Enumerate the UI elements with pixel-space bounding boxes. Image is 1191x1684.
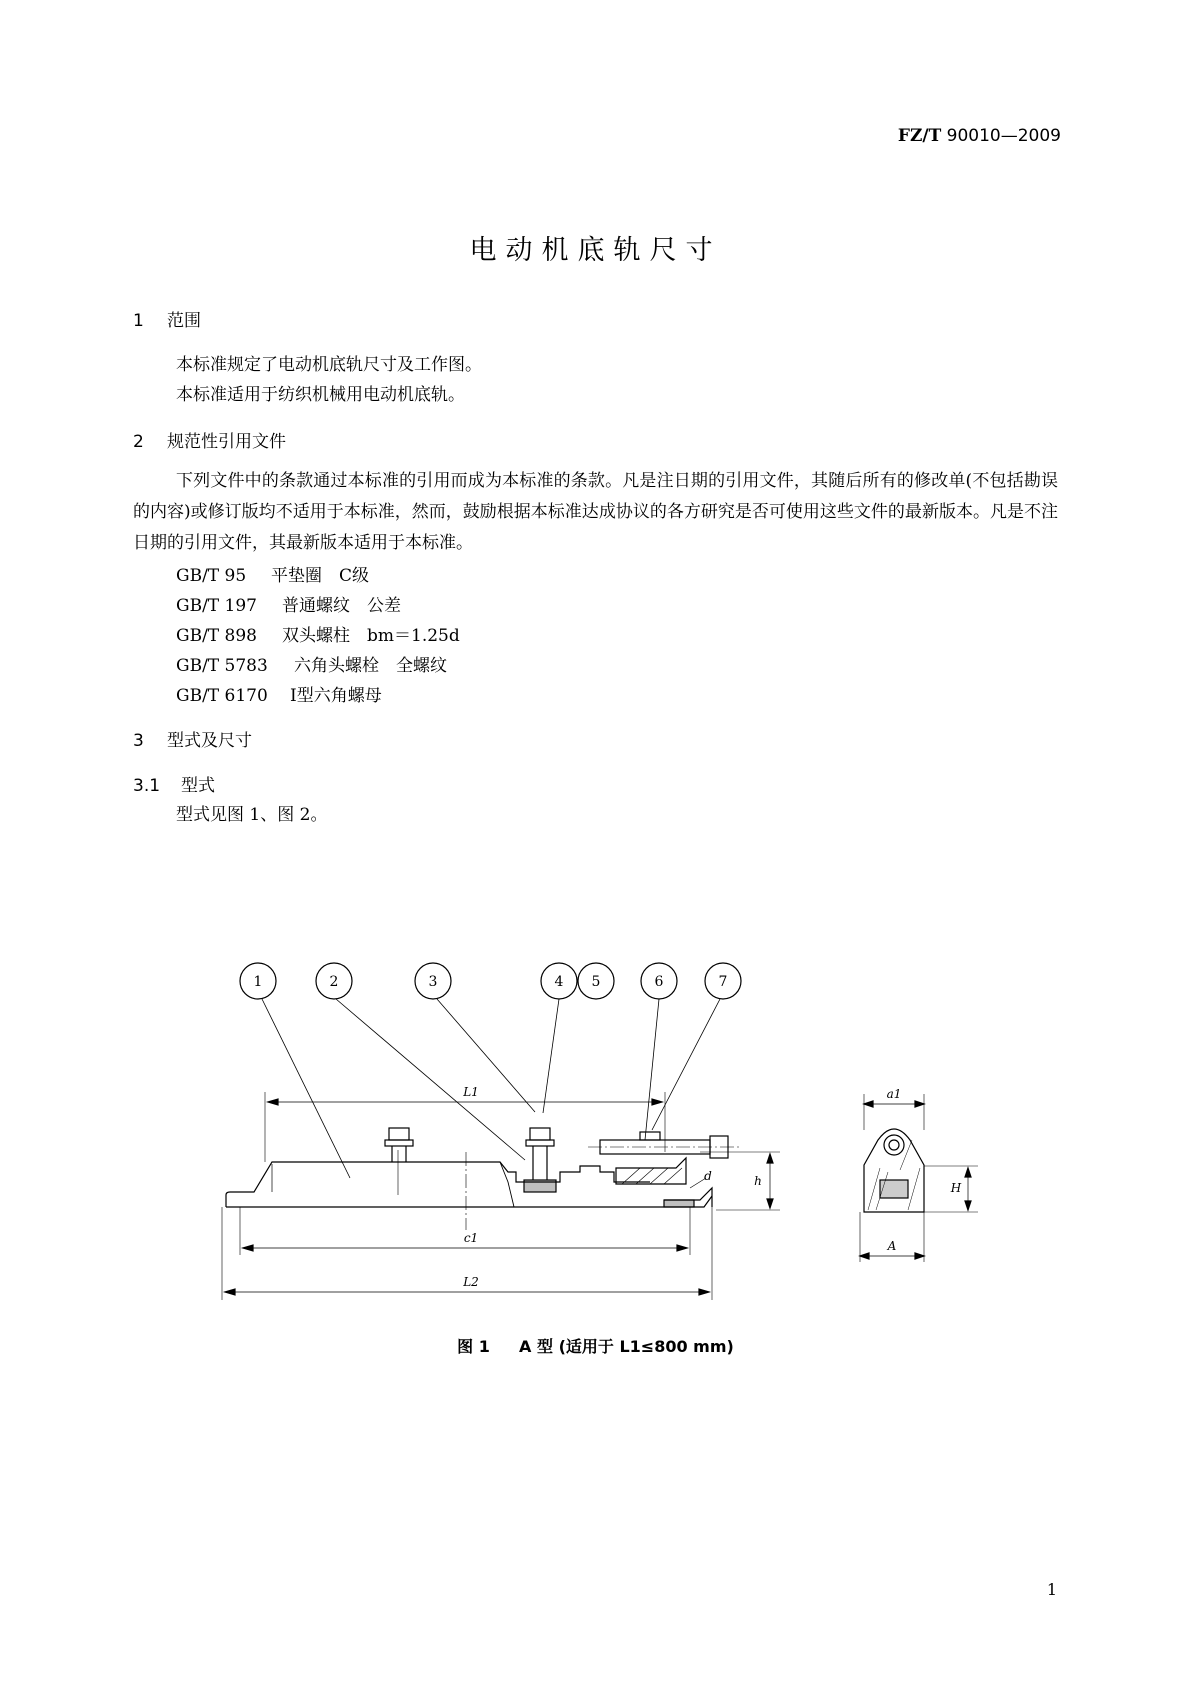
document-title: 电动机底轨尺寸	[469, 235, 722, 266]
reference-title: 普通螺纹 公差	[282, 596, 401, 616]
reference-title: 平垫圈 C级	[271, 566, 370, 586]
callout-label: 2	[329, 974, 339, 990]
callout-label: 5	[591, 974, 601, 990]
figure-caption	[0, 1334, 1191, 1357]
section-3-number: 3	[133, 731, 144, 751]
dim-label-A: A	[887, 1239, 897, 1253]
figure-caption-type: A 型	[519, 1337, 553, 1356]
section-1-line-2: 本标准适用于纺织机械用电动机底轨。	[176, 385, 465, 405]
dim-label-d: d	[704, 1169, 712, 1183]
section-1-line-1: 本标准规定了电动机底轨尺寸及工作图。	[176, 355, 482, 375]
reference-title: 双头螺柱 bm＝1.25d	[282, 626, 460, 646]
section-3-title: 型式及尺寸	[167, 731, 252, 751]
figure-caption-number: 图 1	[457, 1337, 490, 1356]
reference-code: GB/T 6170	[176, 686, 268, 706]
section-3-1-title: 型式	[181, 776, 215, 796]
figure-caption-condition: (适用于 L1≤800 mm)	[558, 1337, 734, 1356]
section-2-paragraph: 下列文件中的条款通过本标准的引用而成为本标准的条款。凡是注日期的引用文件，其随后所有的修改单(不包括勘误的内容)或修订版均不适用于本标准，然而，鼓励根据本标准达成协议的各方研究是否可使用这些文件的最新版本。凡是不注日期的引用文件，其最新版本适用于本标准。	[133, 471, 1058, 553]
reference-code: GB/T 5783	[176, 656, 268, 676]
reference-title: Ⅰ型六角螺母	[290, 686, 382, 706]
standard-code-prefix: FZ/T	[897, 126, 942, 146]
dim-label-h: h	[754, 1174, 762, 1188]
callout-label: 3	[428, 974, 438, 990]
callout-label: 7	[718, 974, 728, 990]
section-2-title: 规范性引用文件	[167, 432, 286, 452]
standard-code-number: 90010—2009	[946, 126, 1061, 146]
side-view	[860, 1094, 978, 1262]
reference-title: 六角头螺栓 全螺纹	[294, 656, 447, 676]
section-3-1-number: 3.1	[133, 776, 161, 796]
dim-label-L1: L1	[463, 1085, 479, 1099]
dim-label-H: H	[950, 1181, 962, 1195]
section-1-title: 范围	[167, 311, 201, 331]
reference-code: GB/T 197	[176, 596, 257, 616]
reference-code: GB/T 95	[176, 566, 247, 586]
section-2-number: 2	[133, 432, 144, 452]
dim-label-a1: a1	[886, 1087, 902, 1101]
dim-label-L2: L2	[463, 1275, 479, 1289]
section-1-number: 1	[133, 311, 144, 331]
reference-code: GB/T 898	[176, 626, 257, 646]
callout-label: 4	[554, 974, 564, 990]
callout-label: 1	[253, 974, 263, 990]
callout-label: 6	[654, 974, 664, 990]
section-3-1-text: 型式见图 1、图 2。	[176, 805, 328, 825]
page-number: 1	[1046, 1580, 1057, 1599]
dim-label-c1: c1	[463, 1231, 479, 1245]
